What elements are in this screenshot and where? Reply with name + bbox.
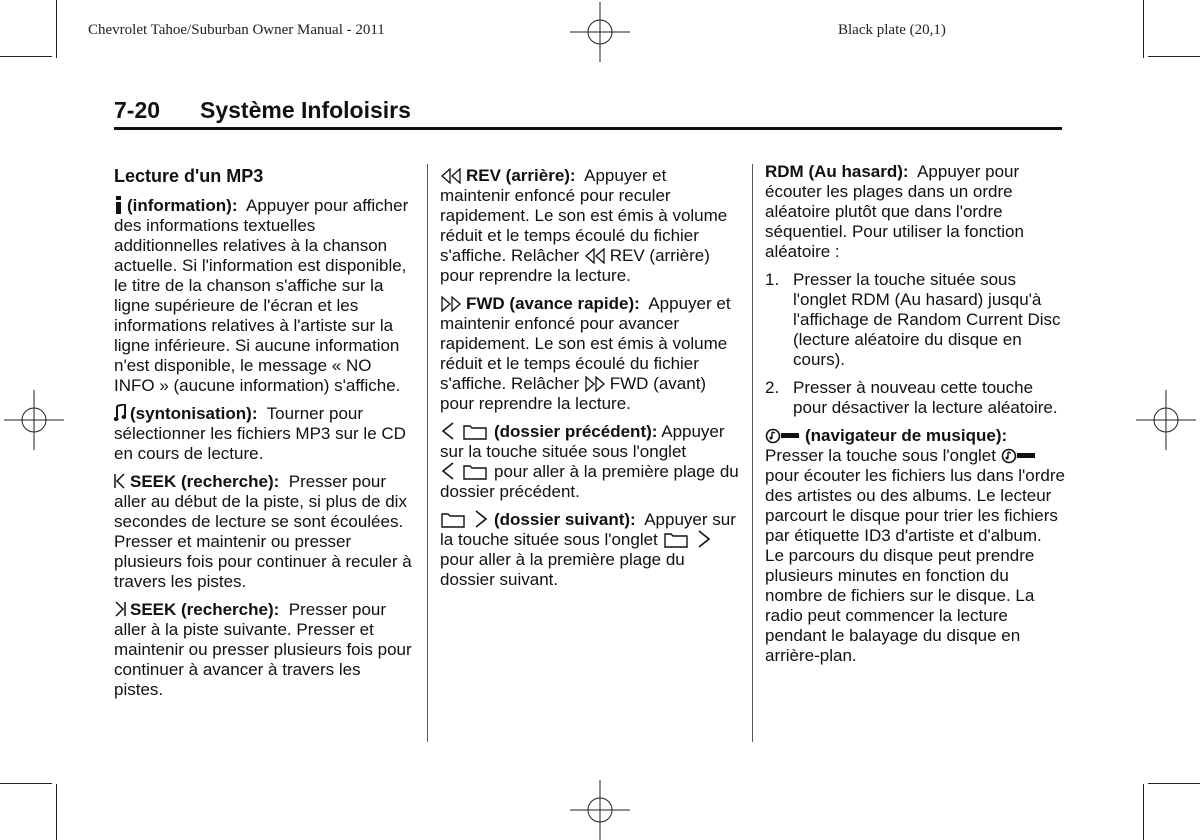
seek-back-text: Presser pour aller au début de la piste, si plus de dix secondes de lecture se sont écoulées. Presser et maintenir ou presser plusieurs fois pour continuer à reculer à travers les pistes. [114,472,412,591]
seek-back-icon [114,472,126,490]
section-heading: Lecture d'un MP3 [114,166,264,186]
registration-mark-icon [570,780,630,840]
fwd-text-1: Appuyer et maintenir enfoncé pour avancer rapidement. Le son est émis à volume réduit et le temps écoulé du fichier s'affiche. Relâcher [440,294,731,393]
previous-folder-icon [440,422,490,440]
tune-text: Tourner pour sélectionner les fichiers MP3 sur le CD en cours de lecture. [114,404,406,463]
step-text: Presser la touche située sous l'onglet RDM (Au hasard) jusqu'à l'affichage de Random Current Disc (lecture aléatoire du disque en cours). [793,270,1061,369]
next-folder-text-2: pour aller à la première plage du dossier suivant. [440,550,685,589]
next-folder-icon [440,510,490,528]
music-navigator-label: (navigateur de musique): [805,426,1008,445]
rdm-label: RDM (Au hasard): [765,162,909,181]
registration-mark-icon [4,390,64,450]
fast-forward-icon [440,296,462,312]
prev-folder-text-1: Appuyer sur la touche située sous l'onglet [440,422,725,461]
column-3 [765,162,1065,674]
column-divider [752,164,753,742]
paragraph-rdm [765,162,1065,262]
random-steps-list [765,270,1065,418]
step-number: 1. [765,270,780,289]
rev-text-1: Appuyer et maintenir enfoncé pour reculer rapidement. Le son est émis à volume réduit et le temps écoulé du fichier s'affiche. Relâcher [440,166,728,265]
running-header-left: Chevrolet Tahoe/Suburban Owner Manual - 2011 [88,22,385,38]
paragraph-prev-folder [440,422,740,502]
previous-folder-icon [440,462,490,480]
step-number: 2. [765,378,780,397]
list-item [765,378,1065,418]
paragraph-info [114,196,414,396]
crop-line [1143,0,1144,58]
page-title [114,97,1062,130]
crop-line [0,56,52,57]
music-navigator-text-2: pour écouter les fichiers lus dans l'ordre des artistes ou des albums. Le lecteur parcourt le disque pour trier les fichiers par étiquette ID3 d'artiste et d'album. Le parcours du disque peut prendre plusieurs minutes en fonction du nombre de fichiers sur le disque. La radio peut commencer la lecture pendant le balayage du disque en arrière-plan. [765,466,1065,665]
crop-line [0,783,52,784]
music-navigator-icon [765,428,801,444]
crop-line [1143,784,1144,840]
list-item [765,270,1065,370]
rev-text-2: REV (arrière) pour reprendre la lecture. [440,246,710,285]
step-text: Presser à nouveau cette touche pour désactiver la lecture aléatoire. [793,378,1058,417]
next-folder-icon [663,530,713,548]
music-navigator-icon [1001,448,1037,464]
crop-line [1148,56,1200,57]
tune-label: (syntonisation): [130,404,258,423]
seek-forward-text: Presser pour aller à la piste suivante. Presser et maintenir ou presser plusieurs fois pour continuer à avancer à travers les pistes. [114,600,412,699]
column-2 [440,166,740,598]
next-folder-text-1: Appuyer sur la touche située sous l'onglet [440,510,736,549]
rewind-icon [440,168,462,184]
rev-label: REV (arrière): [466,166,576,185]
column-divider [427,164,428,742]
rdm-text: Appuyer pour écouter les plages dans un ordre aléatoire plutôt que dans l'ordre séquentiel. Pour utiliser la fonction aléatoire : [765,162,1024,261]
seek-forward-label: SEEK (recherche): [130,600,280,619]
paragraph-tune [114,404,414,464]
music-note-icon [114,404,126,422]
paragraph-music-navigator [765,426,1065,666]
fast-forward-icon [584,376,606,392]
crop-line [56,0,57,58]
crop-line [56,784,57,840]
paragraph-next-folder [440,510,740,590]
prev-folder-label: (dossier précédent): [494,422,658,441]
info-label: (information): [127,196,238,215]
paragraph-seek-forward [114,600,414,700]
column-1 [114,162,414,708]
info-icon [114,196,123,214]
registration-mark-icon [570,2,630,62]
paragraph-seek-back [114,472,414,592]
crop-line [1148,783,1200,784]
info-text: Appuyer pour afficher des informations textuelles additionnelles relatives à la chanson actuelle. Si l'information est disponible, le titre de la chanson s'affiche sur la ligne supérieure de l'écran et les informations relatives à l'artiste sur la ligne inférieure. Si aucune information n'est disponible, le message « NO INFO » (aucune information) s'affiche. [114,196,409,395]
section-title: Système Infoloisirs [200,97,411,123]
paragraph-fwd [440,294,740,414]
prev-folder-text-2: pour aller à la première plage du dossier précédent. [440,462,739,501]
music-navigator-text-1: Presser la touche sous l'onglet [765,446,996,465]
fwd-text-2: FWD (avant) pour reprendre la lecture. [440,374,707,413]
next-folder-label: (dossier suivant): [494,510,636,529]
running-header-right: Black plate (20,1) [838,22,946,38]
page-number: 7-20 [114,97,161,123]
paragraph-rev [440,166,740,286]
registration-mark-icon [1136,390,1196,450]
seek-forward-icon [114,600,126,618]
rewind-icon [584,248,606,264]
seek-back-label: SEEK (recherche): [130,472,280,491]
fwd-label: FWD (avance rapide): [466,294,640,313]
